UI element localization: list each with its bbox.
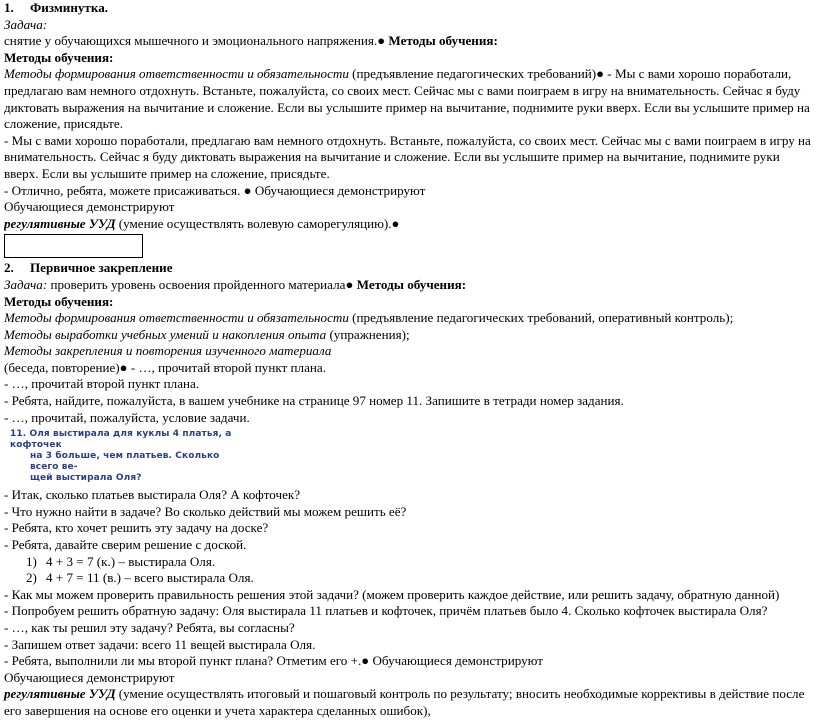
section-1-praise: - Отлично, ребята, можете присаживаться. xyxy=(4,182,244,198)
solution-step xyxy=(4,570,812,587)
section-2-lines-b xyxy=(4,487,812,553)
section-2-method-1 xyxy=(4,310,812,327)
bullet-icon: ● xyxy=(119,359,128,375)
section-2-students-demo-2: Обучающиеся демонстрируют xyxy=(4,669,175,685)
section-2-uud-paragraph xyxy=(4,686,812,719)
method-3-text: (беседа, повторение) xyxy=(4,359,120,375)
dialogue-line: - Как мы можем проверить правильность решения этой задачи? (можем проверить каждое действие, или решить задачу, обратную данной) xyxy=(4,586,780,602)
section-2-method-2 xyxy=(4,327,812,344)
section-1-uud-text: (умение осуществлять волевую саморегуляцию). xyxy=(115,215,392,231)
empty-box xyxy=(4,234,143,258)
dialogue-line: - Запишем ответ задачи: всего 11 вещей выстирала Оля. xyxy=(4,636,316,652)
section-1-title: Физминутка. xyxy=(30,0,109,15)
solution-step-text: 4 + 7 = 11 (в.) – всего выстирала Оля. xyxy=(46,570,254,586)
dialogue-line: - …, прочитай, пожалуйста, условие задачи. xyxy=(4,409,250,425)
section-1-praise-line xyxy=(4,183,812,200)
section-1-methods-inline: Методы обучения: xyxy=(388,33,498,49)
method-2-italic: Методы выработки учебных умений и накопления опыта xyxy=(4,326,327,342)
solution-step-text: 4 + 3 = 7 (к.) – выстирала Оля. xyxy=(46,553,216,569)
method-1-text: (предъявление педагогических требований, оперативный контроль); xyxy=(348,310,734,326)
section-2-number: 2. xyxy=(4,260,14,276)
section-2-method-3-italic: Методы закрепления и повторения изученного материала xyxy=(4,343,332,359)
bullet-icon: ● xyxy=(243,182,252,198)
section-1-heading xyxy=(4,0,812,17)
method-3-tail: - …, прочитай второй пункт плана. xyxy=(127,359,326,375)
dialogue-line: - Что нужно найти в задаче? Во сколько действий мы можем решить её? xyxy=(4,503,407,519)
solution-list xyxy=(4,554,812,587)
section-1-method-paragraph xyxy=(4,66,812,132)
section-2-heading xyxy=(4,260,812,277)
dialogue-line: - Ребята, найдите, пожалуйста, в вашем учебнике на странице 97 номер 11. Запишите в тетради номер задания. xyxy=(4,393,624,409)
section-1-students-demo: Обучающиеся демонстрируют xyxy=(251,182,426,198)
textbook-task-line-1: Оля выстирала для куклы 4 платья, а кофточек xyxy=(10,429,232,451)
section-2-task-line xyxy=(4,277,812,294)
section-2-title: Первичное закрепление xyxy=(30,260,173,276)
textbook-task-number: 11. xyxy=(10,429,27,440)
bullet-icon: ● xyxy=(377,33,386,49)
bullet-icon: ● xyxy=(345,276,354,292)
check-line-text: - Ребята, выполнили ли мы второй пункт плана? Отметим его +. xyxy=(4,653,362,669)
section-1-students-demo-2: Обучающиеся демонстрируют xyxy=(4,199,175,215)
textbook-task-line-2: на 3 больше, чем платьев. Сколько всего ве- xyxy=(30,451,220,473)
section-1-method-italic: Методы формирования ответственности и обязательности xyxy=(4,66,349,82)
section-2-methods-inline: Методы обучения: xyxy=(353,276,467,292)
dialogue-line: - Ребята, давайте сверим решение с доской. xyxy=(4,537,247,553)
section-1-para1: - Мы с вами хорошо поработали, предлагаю вам немного отдохнуть. Встаньте, пожалуйста, со своих мест. Сейчас мы с вами поиграем в игру на внимательность. Сейчас я буду диктовать выражения на вычитание и сложение. Если вы услышите пример на вычитание, поднимите руки вверх. Если вы услышите пример на сложение, присядьте. xyxy=(4,66,810,132)
section-1-task-line xyxy=(4,33,812,50)
method-1-italic: Методы формирования ответственности и обязательности xyxy=(4,310,349,326)
section-2-methods-heading: Методы обучения: xyxy=(4,293,114,309)
section-2-task-label: Задача: xyxy=(4,276,48,292)
dialogue-line: - Ребята, кто хочет решить эту задачу на доске? xyxy=(4,520,269,536)
bullet-icon: ● xyxy=(361,653,370,669)
section-1-number: 1. xyxy=(4,0,14,15)
solution-step-number: 2) xyxy=(26,570,37,586)
method-2-text: (упражнения); xyxy=(326,326,410,342)
section-1-uud-line xyxy=(4,216,812,233)
solution-step-number: 1) xyxy=(26,553,37,569)
dialogue-line: - Попробуем решить обратную задачу: Оля выстирала 11 платьев и кофточек, причём платьев было 4. Сколько кофточек выстирала Оля? xyxy=(4,603,768,619)
section-2-lines-a xyxy=(4,376,812,426)
solution-step xyxy=(4,554,812,571)
textbook-task-line-3: щей выстирала Оля? xyxy=(30,473,142,484)
dialogue-line: - Итак, сколько платьев выстирала Оля? А кофточек? xyxy=(4,487,301,503)
section-1-methods-heading: Методы обучения: xyxy=(4,49,114,65)
bullet-icon: ● xyxy=(596,66,605,82)
dialogue-line: - …, прочитай второй пункт плана. xyxy=(4,376,200,392)
section-2-students-demo: Обучающиеся демонстрируют xyxy=(369,653,543,669)
textbook-task-image xyxy=(10,429,242,484)
section-2-method-3-line xyxy=(4,360,812,377)
section-2-uud-label: регулятивные УУД xyxy=(4,686,116,702)
section-2-uud-text: (умение осуществлять итоговый и пошаговый контроль по результату; вносить необходимые коррективы в действие после его завершения на основе его оценки и учета характера сделанных ошибок), xyxy=(4,686,805,718)
bullet-icon: ● xyxy=(391,215,400,231)
section-1-para2: - Мы с вами хорошо поработали, предлагаю вам немного отдохнуть. Встаньте, пожалуйста, со своих мест. Сейчас мы с вами поиграем в игру на внимательность. Сейчас я буду диктовать выражения на вычитание и сложение. Если вы услышите пример на вычитание, поднимите руки вверх. Если вы услышите пример на сложение, присядьте. xyxy=(4,132,811,181)
section-1-task-text: снятие у обучающихся мышечного и эмоционального напряжения. xyxy=(4,33,378,49)
section-2-check-line xyxy=(4,653,812,670)
section-2-lines-c xyxy=(4,587,812,653)
section-1-method-paren: (предъявление педагогических требований) xyxy=(348,66,597,82)
section-1-uud-label: регулятивные УУД xyxy=(4,215,116,231)
section-1-task-label: Задача: xyxy=(4,16,48,32)
section-2-task-text: проверить уровень освоения пройденного материала xyxy=(47,276,346,292)
dialogue-line: - …, как ты решил эту задачу? Ребята, вы согласны? xyxy=(4,620,295,635)
